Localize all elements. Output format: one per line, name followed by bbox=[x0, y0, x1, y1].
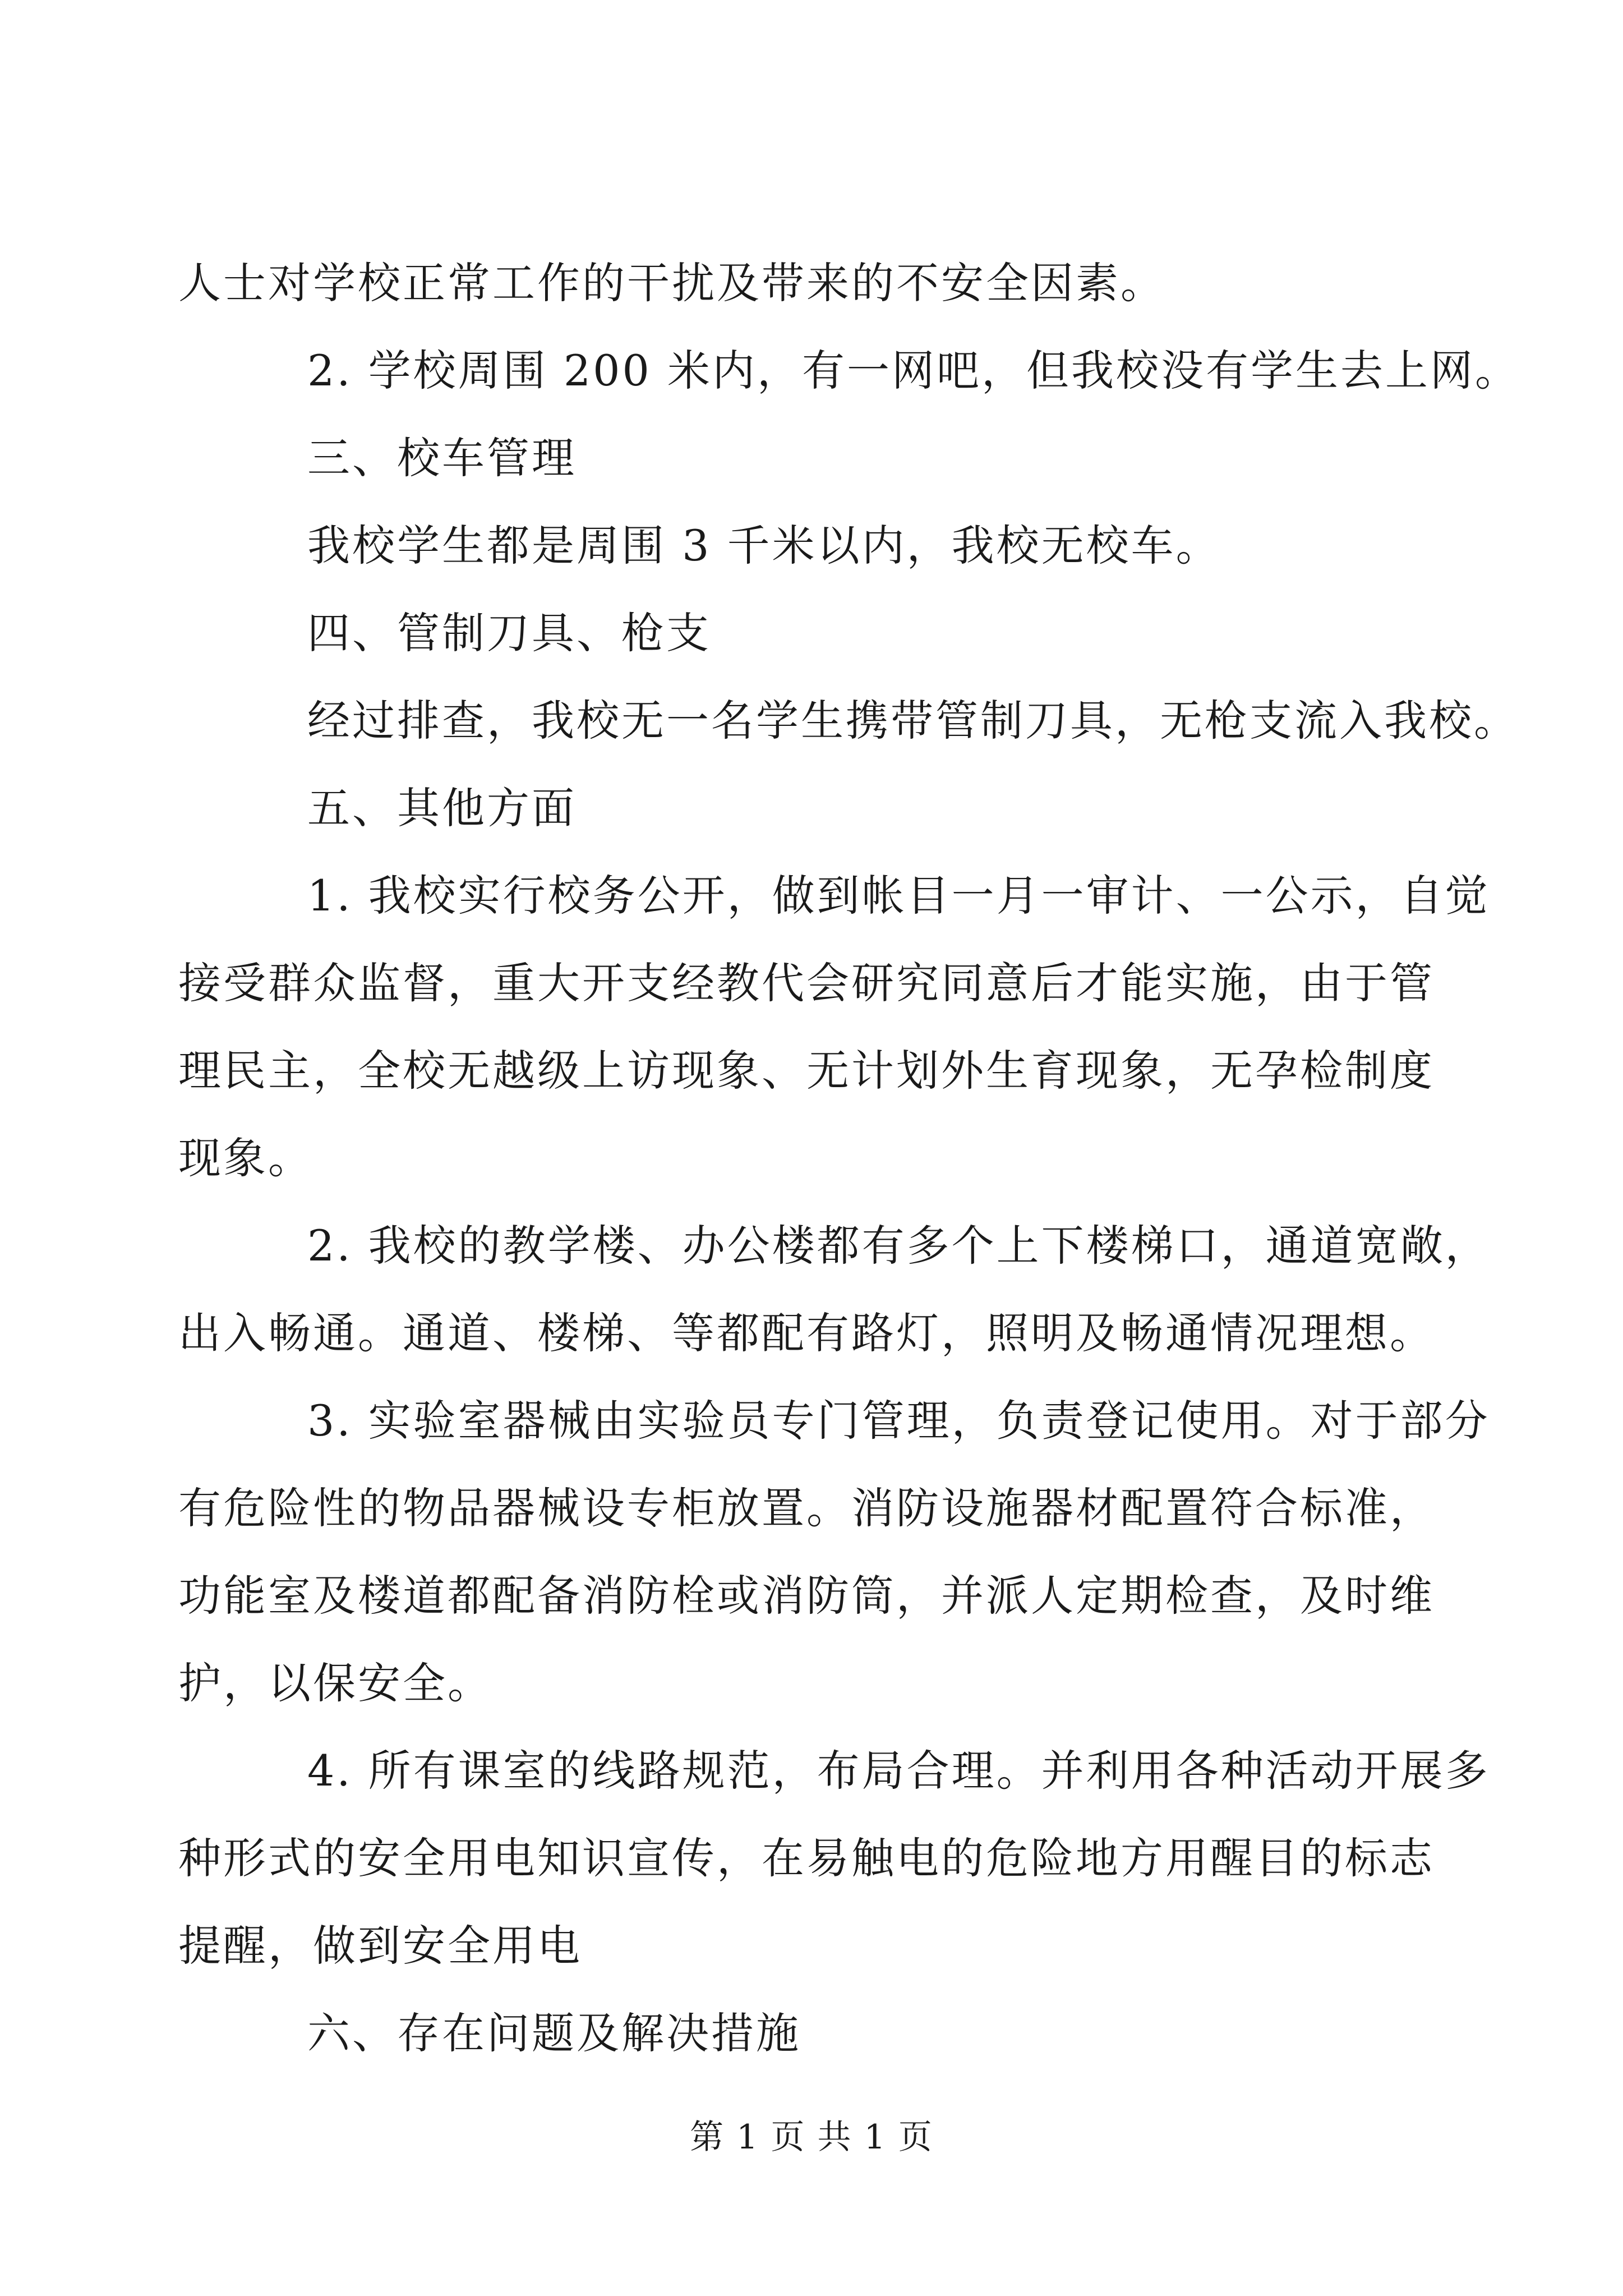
text-line: 接受群众监督，重大开支经教代会研究同意后才能实施，由于管 bbox=[178, 958, 1435, 1008]
section-heading: 五、其他方面 bbox=[307, 783, 577, 833]
text-line: 3. 实验室器械由实验员专门管理，负责登记使用。对于部分 bbox=[307, 1396, 1490, 1446]
text-line: 人士对学校正常工作的干扰及带来的不安全因素。 bbox=[178, 258, 1165, 308]
document-body bbox=[178, 255, 1520, 2093]
text-line: 出入畅通。通道、楼梯、等都配有路灯，照明及畅通情况理想。 bbox=[178, 1308, 1435, 1358]
text-line: 理民主，全校无越级上访现象、无计划外生育现象，无孕检制度 bbox=[178, 1046, 1435, 1096]
text-line: 种形式的安全用电知识宣传，在易触电的危险地方用醒目的标志 bbox=[178, 1833, 1435, 1883]
text-line: 护，以保安全。 bbox=[178, 1658, 492, 1708]
text-line: 功能室及楼道都配备消防栓或消防筒，并派人定期检查，及时维 bbox=[178, 1571, 1435, 1621]
text-line: 现象。 bbox=[178, 1133, 313, 1183]
page-footer: 第 1 页 共 1 页 bbox=[690, 2118, 933, 2157]
text-line: 2. 我校的教学楼、办公楼都有多个上下楼梯口，通道宽敞， bbox=[307, 1221, 1490, 1271]
text-line: 提醒，做到安全用电 bbox=[178, 1921, 582, 1971]
text-line: 我校学生都是周围 3 千米以内，我校无校车。 bbox=[307, 521, 1221, 570]
text-line: 1. 我校实行校务公开，做到帐目一月一审计、一公示，自觉 bbox=[307, 871, 1490, 921]
section-heading: 六、存在问题及解决措施 bbox=[307, 2008, 801, 2058]
text-line: 4. 所有课室的线路规范，布局合理。并利用各种活动开展多 bbox=[307, 1746, 1490, 1796]
text-line: 经过排查，我校无一名学生携带管制刀具，无枪支流入我校。 bbox=[307, 696, 1519, 746]
text-line: 有危险性的物品器械设专柜放置。消防设施器材配置符合标准， bbox=[178, 1483, 1435, 1533]
section-heading: 三、校车管理 bbox=[307, 433, 577, 483]
text-line: 2. 学校周围 200 米内，有一网吧，但我校没有学生去上网。 bbox=[307, 346, 1520, 395]
section-heading: 四、管制刀具、枪支 bbox=[307, 608, 711, 658]
